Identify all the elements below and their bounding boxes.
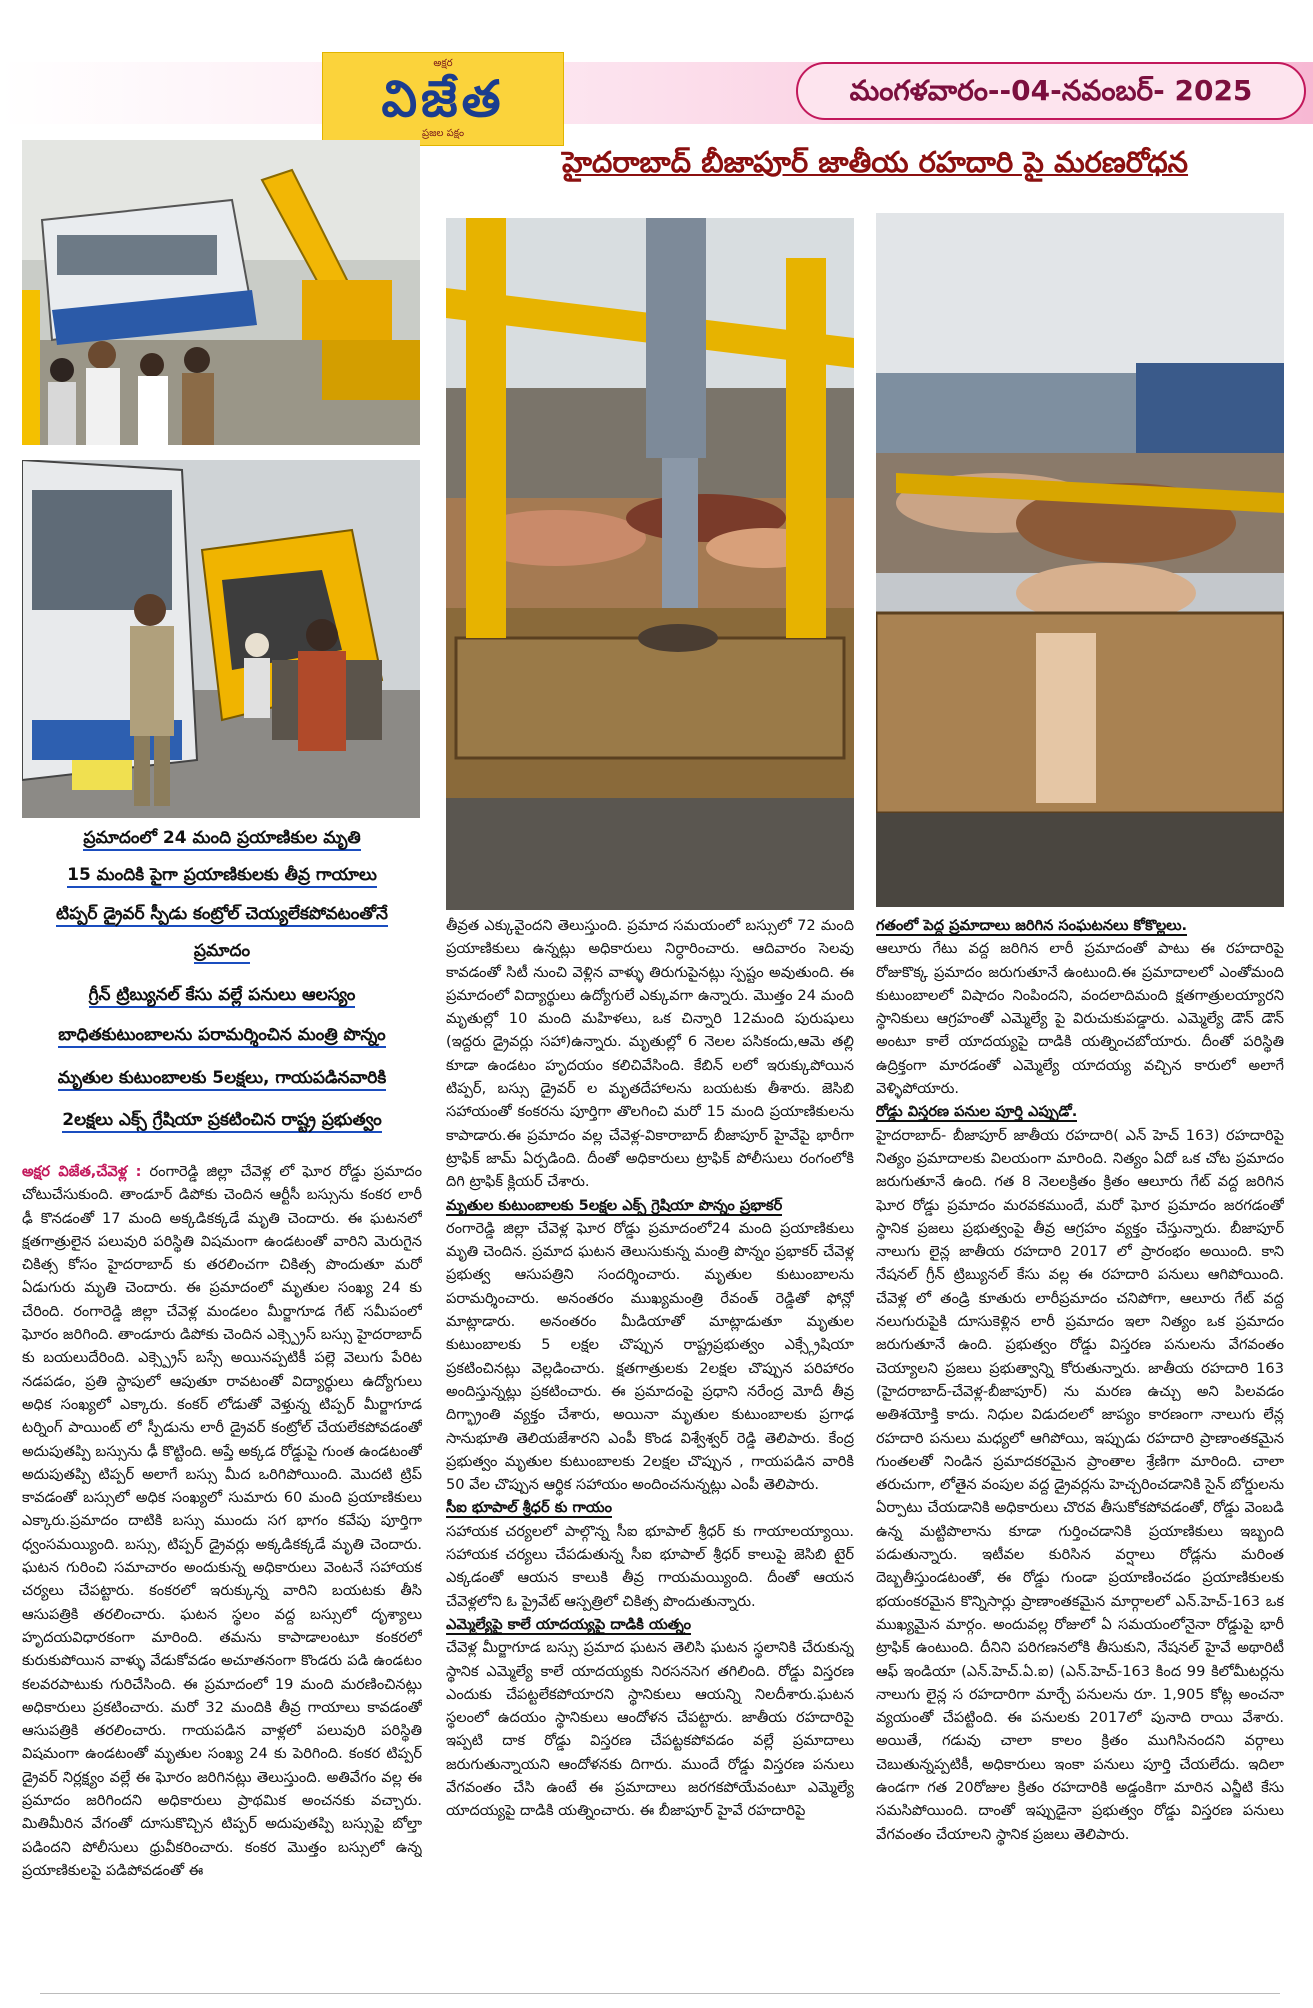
highlight-text: బాధితకుటుంబాలను పరామర్శించిన మంత్రి పొన్నం: [58, 1025, 385, 1048]
article-column-1: [22, 1160, 422, 1992]
subheading-text: రోడ్డు విస్తరణ పనుల పూర్తి ఎప్పుడో.: [876, 1103, 1078, 1121]
highlight-item: [22, 828, 422, 852]
logo-tagline: ప్రజల పక్షం: [421, 128, 465, 139]
subheading-exgratia: [446, 1194, 854, 1217]
highlights-panel: [22, 820, 422, 1150]
highlight-text: ప్రమాదంలో 24 మంది ప్రయాణికుల మృతి: [83, 828, 360, 851]
subheading-text: మృతుల కుటుంబాలకు 5లక్షల ఎక్స్ గ్రెషియా పొన్నం ప్రభాకర్: [446, 1196, 783, 1214]
column-2-paragraph-3: సహాయక చర్యలలో పాల్గొన్న సీఐ భూపాల్ శ్రీధర్ కు గాయాలయ్యాయి. సహాయక చర్యలు చేపడుతున్న సీఐ భూపాల్ శ్రీధర్ కాలుపై జెసిబి టైర్ ఎక్కడంతో ఆయన కాలుకి తీవ్ర గాయమయ్యింది. దీంతో ఆయన చేవెళ్లలోని ఓ ప్రైవేట్ ఆస్పత్రిలో చికిత్స పొందుతున్నారు.: [446, 1522, 854, 1610]
photo-victims-truck-2: [876, 213, 1284, 907]
logo-small-text: అక్షర: [433, 58, 453, 69]
highlight-text: ప్రమాదం: [194, 941, 250, 964]
newspaper-logo: [322, 52, 564, 146]
highlight-text: టిప్పర్ డ్రైవర్ స్పీడు కంట్రోల్ చెయ్యలేకపోవటంతోనే: [56, 904, 388, 927]
highlight-item: [22, 985, 422, 1009]
subheading-road-widening: [876, 1100, 1284, 1123]
highlight-item: [22, 1110, 422, 1134]
column-1-text: రంగారెడ్డి జిల్లా చేవెళ్ల లో ఘోర రోడ్డు ప్రమాదం చోటుచేసుకుంది. తాండూర్ డిపోకు చెందిన ఆర్టీసీ బస్సును కంకర లారీ ఢీ కొనడంతో 17 మంది అక్కడికక్కడే మృతి చెందారు. ఈ ఘటనలో క్షతగాత్రులైన పలువురి పరిస్థితి విషమంగా ఉండటంతో వారిని మెరుగైన చికిత్స కోసం హైదరాబాద్ కు తరలించగా చికిత్స పొందుతూ మరో ఏడుగురు మృతి చెందారు. ఈ ప్రమాదంలో మృతుల సంఖ్య 24 కు చేరింది. రంగారెడ్డి జిల్లా చేవెళ్ల మండలం మీర్జాగూడ గేట్ సమీపంలో ఘోరం జరిగింది. తాండూరు డిపోకు చెందిన ఎక్స్ప్రెస్ బస్సు హైదరాబాద్ కు బయలుదేరింది. ఎక్స్ప్రెస్ బస్సే అయినప్పటికీ పల్లె వెలుగు పేరిట నడపడం, ప్రతి స్టాపులో ఆపుతూ రావటంతో విద్యార్థులు ఉద్యోగులు అధిక సంఖ్యలో ఎక్కారు. కంకర్ లోడుతో వెళ్తున్న టిప్పర్ మీర్జాగూడ టర్నింగ్ పాయింట్ లో స్పీడును లారీ డ్రైవర్ కంట్రోల్ చేయలేకపోవడంతో అదుపుతప్పి బస్సును ఢీ కొట్టింది. అప్తే అక్కడ రోడ్డుపై గుంత ఉండటంతో అదుపుతప్పి టిప్పర్ అలాగే బస్సు మీద ఒరిగిపోయింది. మొదటి ట్రిప్ కావడంతో బస్సులో అధిక సంఖ్యలో సుమారు 60 మంది ప్రయాణికులు ఎక్కారు.ప్రమాదం దాటికి బస్సు ముందు సగ భాగం కవేపు పూర్తిగా ధ్వంసమయ్యింది. బస్సు, టిప్పర్ డ్రైవర్లు అక్కడికక్కడే మృతి చెందారు. ఘటన గురించి సమాచారం అందుకున్న అధికారులు వెంటనే సహాయక చర్యలు చేపట్టారు. కంకరలో ఇరుక్కున్న వారిని బయటకు తీసి ఆసుపత్రికి తరలించారు. ఘటన స్థలం వద్ద బస్సులో దృశ్యాలు హృదయవిధారకంగా మారింది. తమను కాపాడాలంటూ కంకరలో కురుకుపోయిన వాళ్ళు వేడుకోవడం అచూతనంగా కొండరు పడి ఉండటం కలవరపాటుకు గురిచేసింది. ఈ ప్రమాదంలో 19 మంది మరణించినట్లు అధికారులు ప్రకటించారు. మరో 32 మందికి తీవ్ర గాయాలు కావడంతో ఆసుపత్రికి తరలించారు. గాయపడిన వాళ్లలో పలువురి పరిస్థితి విషమంగా ఉండటంతో మృతుల సంఖ్య 24 కు పెరిగింది. కంకర టిప్పర్ డ్రైవర్ నిర్లక్ష్యం వల్లే ఈ ఘోరం జరిగినట్లు తెలుస్తుంది. అతివేగం వల్ల ఈ ప్రమాదం జరిగిందని అధికారులు ప్రాథమిక అంచనకు వచ్చారు. మితిమీరిన వేగంతో దూసుకొచ్చిన టిప్పర్ అదుపుతప్పి బస్సుపై బోల్తా పడిందని పోలీసులు ధ్రువీకరించారు. కంకర మొత్తం బస్సులో ఉన్న ప్రయాణికులపై పడిపోవడంతో ఈ: [22, 1163, 422, 1879]
highlight-text: 2లక్షలు ఎక్స్ గ్రేషియా ప్రకటించిన రాష్ట్ర ప్రభుత్వం: [62, 1110, 381, 1133]
column-3-paragraph-2: హైదరాబాద్- బీజాపూర్ జాతీయ రహదారి( ఎన్ హెచ్ 163) రహదారిపై నిత్యం ప్రమాదాలకు విలయంగా మారింది. నిత్యం ఏదో ఒక చోట ప్రమాదం జరుగుతూనే ఉంది. గత 8 నెలలక్రితం క్రితం ఆలూరు గేట్ వద్ద జరిగిన ఘోర రోడ్డు ప్రమాదం మరవకముందే, మరో ఘోర ప్రమాదం జరగడంతో స్థానిక ప్రజలు ప్రభుత్వంపై తీవ్ర ఆగ్రహం వ్యక్తం చేస్తున్నారు. బీజాపూర్ నాలుగు లైన్ల జాతీయ రహదారి 2017 లో ప్రారంభం అయింది. కాని నేషనల్ గ్రీన్ ట్రిబ్యునల్ కేసు వల్ల ఈ రహదారి పనులు ఆగిపోయింది. చేవెళ్ల లో తండ్రి కూతురు లారీప్రమాదం చనిపోగా, ఆలూరు గేట్ వద్ద నలుగురుపైకి దూసుకెళ్లిన లారీ ప్రమాదం ఇలా నిత్యం ఒక ప్రమాదం జరుగుతూనే ఉంది. ప్రభుత్వం రోడ్డు విస్తరణ పనులను వేగవంతం చెయ్యాలని ప్రజలు ప్రభుత్వాన్ని కోరుతున్నారు. జాతీయ రహదారి 163 (హైదరాబాద్-చేవెళ్ల-బీజాపూర్) ను మరణ ఉచ్చు అని పిలవడం అతిశయోక్తి కాదు. నిధుల విడుదలలో జాప్యం కారణంగా నాలుగు లేన్ల రహదారి పనులు మధ్యలో ఆగిపోయి, ఇప్పుడు రహదారి ప్రాణాంతకమైన గుంతలతో నిండిన ప్రమాదకరమైన ప్రాంతాల శ్రేణిగా మారింది. చాలా తరుచుగా, లోతైన వంపుల వద్ద డ్రైవర్లను హెచ్చరించడానికి సైన్ బోర్డులను ఏర్పాటు చేయడానికి అధికారులు చొరవ తీసుకోకపోవడంతో, రోడ్డు వెంబడి ఉన్న మట్టిపొలాను కూడా గుర్తించడానికి ప్రయాణికులు ఇబ్బంది పడుతున్నారు. ఇటీవల కురిసిన వర్షాలు రోడ్లను మరింత దెబ్బతీస్తుండటంతో, ఈ రోడ్డు గుండా ప్రయాణించడం ప్రయాణికులకు భయంకరమైన కొన్నిసార్లు ప్రాణాంతకమైన మార్గాలలో ఎన్.హెచ్-163 ఒక ముఖ్యమైన మార్గం. అందువల్ల రోజులో ఏ సమయంలోనైనా రోడ్డుపై భారీ ట్రాఫిక్ ఉంటుంది. దీనిని పరిగణనలోకి తీసుకుని, నేషనల్ హైవే అథారిటీ ఆఫ్ ఇండియా (ఎన్.హెచ్.ఏ.ఐ) (ఎన్.హెచ్-163 కింద 99 కిలోమీటర్లను నాలుగు లైన్ల స రహదారిగా మార్చే పనులను రూ. 1,905 కోట్ల అంచనా వ్యయంతో చేపట్టింది. ఈ పనులకు 2017లో పునాది రాయి వేశారు. అయితే, గడువు చాలా కాలం క్రితం ముగిసినందని వర్గాలు చెబుతున్నప్పటికీ, అధికారులు ఇంకా పనులు పూర్తి చేయలేదు. ఇదిలా ఉండగా గత 20రోజుల క్రితం రహదారికి అడ్డంకిగా మారిన ఎన్జీటి కేసు సమసిపోయింది. దాంతో ఇప్పుడైనా ప్రభుత్వం రోడ్డు విస్తరణ పనులు వేగవంతం చేయాలని స్థానిక ప్రజలు తెలిపారు.: [876, 1126, 1284, 1843]
byline: అక్షర విజేత,చేవెళ్ల :: [22, 1163, 142, 1180]
highlight-item: [22, 1068, 422, 1092]
highlight-text: గ్రీన్ ట్రిబ్యునల్ కేసు వల్లే పనులు ఆలస్యం: [89, 985, 356, 1008]
highlight-item: [22, 865, 422, 889]
highlight-item: [22, 904, 422, 928]
column-3-paragraph-1: ఆలూరు గేటు వద్ద జరిగిన లారీ ప్రమాదంతో పాటు ఈ రహదారిపై రోజుకొక్క ప్రమాదం జరుగుతూనే ఉంటుంది.ఈ ప్రమాదాలలో ఎంతోమంది కుటుంబాలలో విషాదం నింపిందని, వందలాదిమంది క్షతగాత్రులయ్యారని స్థానికులు ఆగ్రహంతో ఎమ్మెల్యే పై విరుచుకుపడ్డారు. ఎమ్మెల్యే డౌన్ డౌన్ అంటూ కాలే యాదయ్యపై దాడికి యత్నించబోయారు. దీంతో పరిస్థితి ఉద్రిక్తంగా మారడంతో ఎమ్మెల్యే యాదయ్య వచ్చిన కారులో అలాగే వెళ్ళిపోయారు.: [876, 940, 1284, 1098]
footer-rule: [40, 1993, 1280, 1994]
subheading-text: గతంలో పెద్ద ప్రమాదాలు జరిగిన సంఘటనలు కోకొల్లలు.: [876, 917, 1188, 934]
subheading-ci-injury: [446, 1496, 854, 1519]
photo-collision-police: [22, 460, 420, 818]
subheading-text: సీఐ భూపాల్ శ్రీధర్ కు గాయం: [446, 1499, 613, 1517]
column-2-paragraph-1: తీవ్రత ఎక్కువైందని తెలుస్తుంది. ప్రమాద సమయంలో బస్సులో 72 మంది ప్రయాణికులు ఉన్నట్లు అధికారులు నిర్ధారించారు. ఆదివారం సెలవు కావడంతో సిటీ నుంచి వెళ్లిన వాళ్ళు తిరుగుపైనట్లు స్పష్టం అవుతుంది. ఈ ప్రమాదంలో విద్యార్థులు ఉద్యోగులే ఎక్కువగా ఉన్నారు. మొత్తం 24 మంది మృతుల్లో 10 మంది మహిళలు, ఒక చిన్నారి 12మంది పురుషులు (ఇద్దరు డ్రైవర్లు సహా)ఉన్నారు. మృతుల్లో 6 నెలల పసికందు,ఆమె తల్లి కూడా ఉండటం హృదయం కలిచివేసింది. కేబిన్ లలో ఇరుక్కుపోయిన టిప్పర్, బస్సు డ్రైవర్ ల మృతదేహాలను బయటకు తీశారు. జెసిబి సహాయంతో కంకరను పూర్తిగా తొలగించి మరో 15 మంది ప్రయాణికులను కాపాడారు.ఈ ప్రమాదం వల్ల చేవెళ్ల-వికారాబాద్ బీజాపూర్ హైవేపై భారీగా ట్రాఫిక్ జామ్ ఏర్పడింది. దీంతో అధికారులు ట్రాఫిక్ పోలీసులు రంగంలోకి దిగి ట్రాఫిక్ క్లియర్ చేశారు.: [446, 917, 854, 1191]
subheading-mla-attack: [446, 1613, 854, 1636]
article-column-2: [446, 914, 854, 1991]
photo-victims-truck-1: [446, 218, 854, 910]
logo-name: విజేత: [381, 70, 505, 128]
date-banner: మంగళవారం--04-నవంబర్- 2025: [796, 62, 1306, 120]
column-2-paragraph-4: చేవెళ్ల మీర్జాగూడ బస్సు ప్రమాద ఘటన తెలిసి ఘటన స్థలానికి చేరుకున్న స్థానిక ఎమ్మెల్యే కాలే యాదయ్యకు నిరసనసెగ తగిలింది. రోడ్డు విస్తరణ ఎందుకు చేపట్టలేకపోయారని స్థానికులు ఆయన్ని నిలదీశారు.ఘటన స్థలంలో ఉదయం స్థానికులు ఆందోళన చేపట్టారు. జాతీయ రహదారిపై ఇప్పటి దాక రోడ్డు విస్తరణ చేపట్టకపోవడం వల్లే ప్రమాదాలు జరుగుతున్నాయని ఆందోళనకు దిగారు. ముందే రోడ్డు విస్తరణ పనులు వేగవంతం చేసి ఉంటే ఈ ప్రమాదాలు జరగకపోయేవంటూ ఎమ్మెల్యే యాదయ్యపై దాడికి యత్నించారు. ఈ బీజాపూర్ హైవే రహదారిపై: [446, 1639, 854, 1820]
column-2-paragraph-2: రంగారెడ్డి జిల్లా చేవెళ్ల ఘోర రోడ్డు ప్రమాదంలో24 మంది ప్రయాణికులు మృతి చెందిన. ప్రమాద ఘటన తెలుసుకున్న మంత్రి పొన్నం ప్రభాకర్ చేవెళ్ల ప్రభుత్వ ఆసుపత్రిని సందర్శించారు. మృతుల కుటుంబాలను పరామర్శించారు. అనంతరం ముఖ్యమంత్రి రేవంత్ రెడ్డితో ఫోన్లో మాట్లాడారు. అనంతరం మీడియాతో మాట్లాడుతూ మృతుల కుటుంబాలకు 5 లక్షల చొప్పున రాష్ట్రప్రభుత్వం ఎక్స్గ్రేషియా ప్రకటించినట్లు వెల్లడించారు. క్షతగాత్రులకు 2లక్షల చొప్పున పరిహారం అందిస్తున్నట్లు ప్రకటించారు. ఈ ప్రమాదంపై ప్రధాని నరేంద్ర మోదీ తీవ్ర దిగ్భ్రాంతి వ్యక్తం చేశారు, అయినా మృతుల కుటుంబాలకు ప్రగాఢ సానుభూతి తెలియజేశారని ఎంపీ కొండ విశ్వేశ్వర్ రెడ్డి తెలిపారు. కేంద్ర ప్రభుత్వం మృతుల కుటుంబాలకు 2లక్షల చొప్పున , గాయపడిన వారికి 50 వేల చొప్పున ఆర్థిక సహాయం అందించనున్నట్లు ఎంపీ తెలిపారు.: [446, 1219, 854, 1494]
highlight-item: [22, 1025, 422, 1049]
column-1-paragraph: [22, 1160, 422, 1882]
highlight-text: మృతుల కుటుంబాలకు 5లక్షలు, గాయపడినవారికి: [58, 1068, 387, 1091]
highlight-item: [22, 941, 422, 965]
highlight-text: 15 మందికి పైగా ప్రయాణికులకు తీవ్ర గాయాలు: [67, 865, 377, 888]
article-column-3: [876, 914, 1284, 1991]
subheading-text: ఎమ్మెల్యేపై కాలే యాదయ్యపై దాడికి యత్నం: [446, 1615, 692, 1633]
photo-crashed-bus: [22, 140, 420, 445]
main-headline: హైదరాబాద్ బీజాపూర్ జాతీయ రహదారి పై మరణరోధన: [561, 145, 1189, 179]
subheading-past-accidents: [876, 914, 1284, 937]
